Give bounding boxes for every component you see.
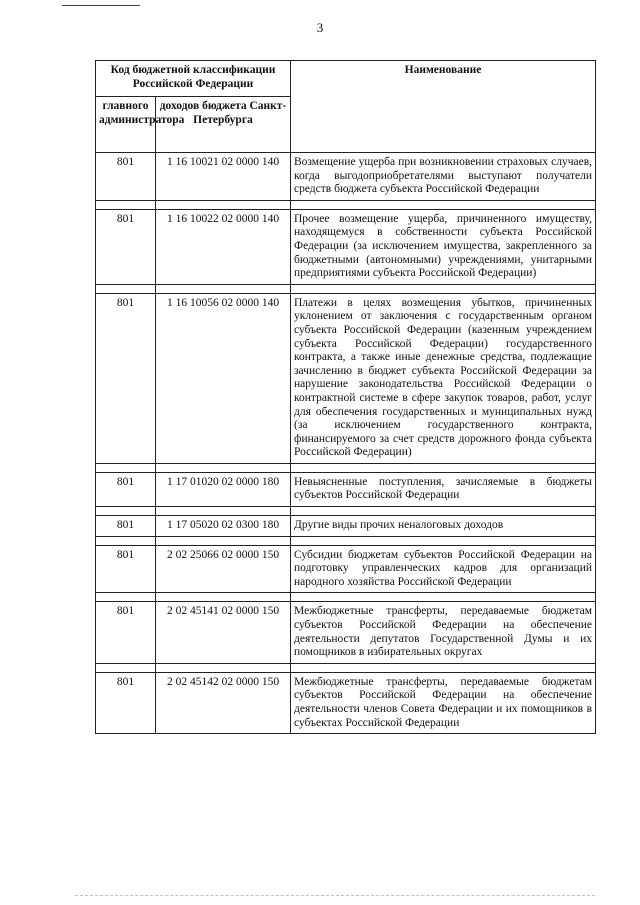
header-classification-code: Код бюджетной классификации Российской Федерации — [96, 61, 291, 97]
table-row — [96, 672, 596, 733]
admin-code-cell: 801 — [96, 602, 156, 663]
name-cell: Возмещение ущерба при возникновении страховых случаев, когда выгодоприобретателями выступают получатели средств бюджета субъекта Российской Федерации — [291, 153, 596, 201]
table-row — [96, 209, 596, 284]
income-code-cell: 2 02 25066 02 0000 150 — [156, 545, 291, 593]
income-code-cell: 2 02 45142 02 0000 150 — [156, 672, 291, 733]
name-cell: Межбюджетные трансферты, передаваемые бюджетам субъектов Российской Федерации на обеспечение деятельности членов Совета Федерации и их помощников в субъектах Российской Федерации — [291, 672, 596, 733]
footer-marks — [75, 895, 595, 897]
name-cell: Прочее возмещение ущерба, причиненного имуществу, находящемуся в собственности субъекта Российской Федерации (за исключением имущества, закрепленного за бюджетными (автономными) учреждениями, унитарными предприятиями субъекта Российской Федерации) — [291, 209, 596, 284]
row-gap — [96, 593, 596, 602]
admin-code-cell: 801 — [96, 545, 156, 593]
row-gap — [96, 507, 596, 516]
admin-code-cell: 801 — [96, 293, 156, 463]
income-code-cell: 1 16 10056 02 0000 140 — [156, 293, 291, 463]
name-cell: Другие виды прочих неналоговых доходов — [291, 516, 596, 537]
name-cell: Межбюджетные трансферты, передаваемые бюджетам субъектов Российской Федерации на обеспечение деятельности депутатов Государственной Думы и их помощников в избирательных округах — [291, 602, 596, 663]
admin-code-cell: 801 — [96, 672, 156, 733]
admin-code-cell: 801 — [96, 153, 156, 201]
income-code-cell: 1 16 10022 02 0000 140 — [156, 209, 291, 284]
header-name: Наименование — [291, 61, 596, 153]
table-row — [96, 293, 596, 463]
row-gap — [96, 536, 596, 545]
income-code-cell: 1 17 05020 02 0300 180 — [156, 516, 291, 537]
table-row — [96, 153, 596, 201]
admin-code-cell: 801 — [96, 516, 156, 537]
page-number: 3 — [316, 20, 324, 35]
income-code-cell: 1 16 10021 02 0000 140 — [156, 153, 291, 201]
row-gap — [96, 663, 596, 672]
admin-code-cell: 801 — [96, 209, 156, 284]
header-admin: главного администратора — [96, 97, 156, 153]
row-gap — [96, 284, 596, 293]
header-income-code: доходов бюджета Санкт-Петербурга — [156, 97, 291, 153]
name-cell: Невыясненные поступления, зачисляемые в бюджеты субъектов Российской Федерации — [291, 472, 596, 506]
table-row — [96, 602, 596, 663]
table-row — [96, 516, 596, 537]
budget-classification-table — [95, 60, 596, 734]
income-code-cell: 2 02 45141 02 0000 150 — [156, 602, 291, 663]
table-row — [96, 545, 596, 593]
top-rule — [62, 5, 140, 6]
row-gap — [96, 200, 596, 209]
income-code-cell: 1 17 01020 02 0000 180 — [156, 472, 291, 506]
table-row — [96, 472, 596, 506]
name-cell: Субсидии бюджетам субъектов Российской Федерации на подготовку управленческих кадров для организаций народного хозяйства Российской Федерации — [291, 545, 596, 593]
table-body — [96, 153, 596, 734]
admin-code-cell: 801 — [96, 472, 156, 506]
name-cell: Платежи в целях возмещения убытков, причиненных уклонением от заключения с государственным органом субъекта Российской Федерации (казенным учреждением субъекта Российской Федерации) государственного контракта, а также иные денежные средства, подлежащие зачислению в бюджет субъекта Российской Федерации за нарушение законодательства Российской Федерации о контрактной системе в сфере закупок товаров, работ, услуг для обеспечения государственных и муниципальных нужд (за исключением государственного контракта, финансируемого за счет средств дорожного фонда субъекта Российской Федерации) — [291, 293, 596, 463]
row-gap — [96, 463, 596, 472]
